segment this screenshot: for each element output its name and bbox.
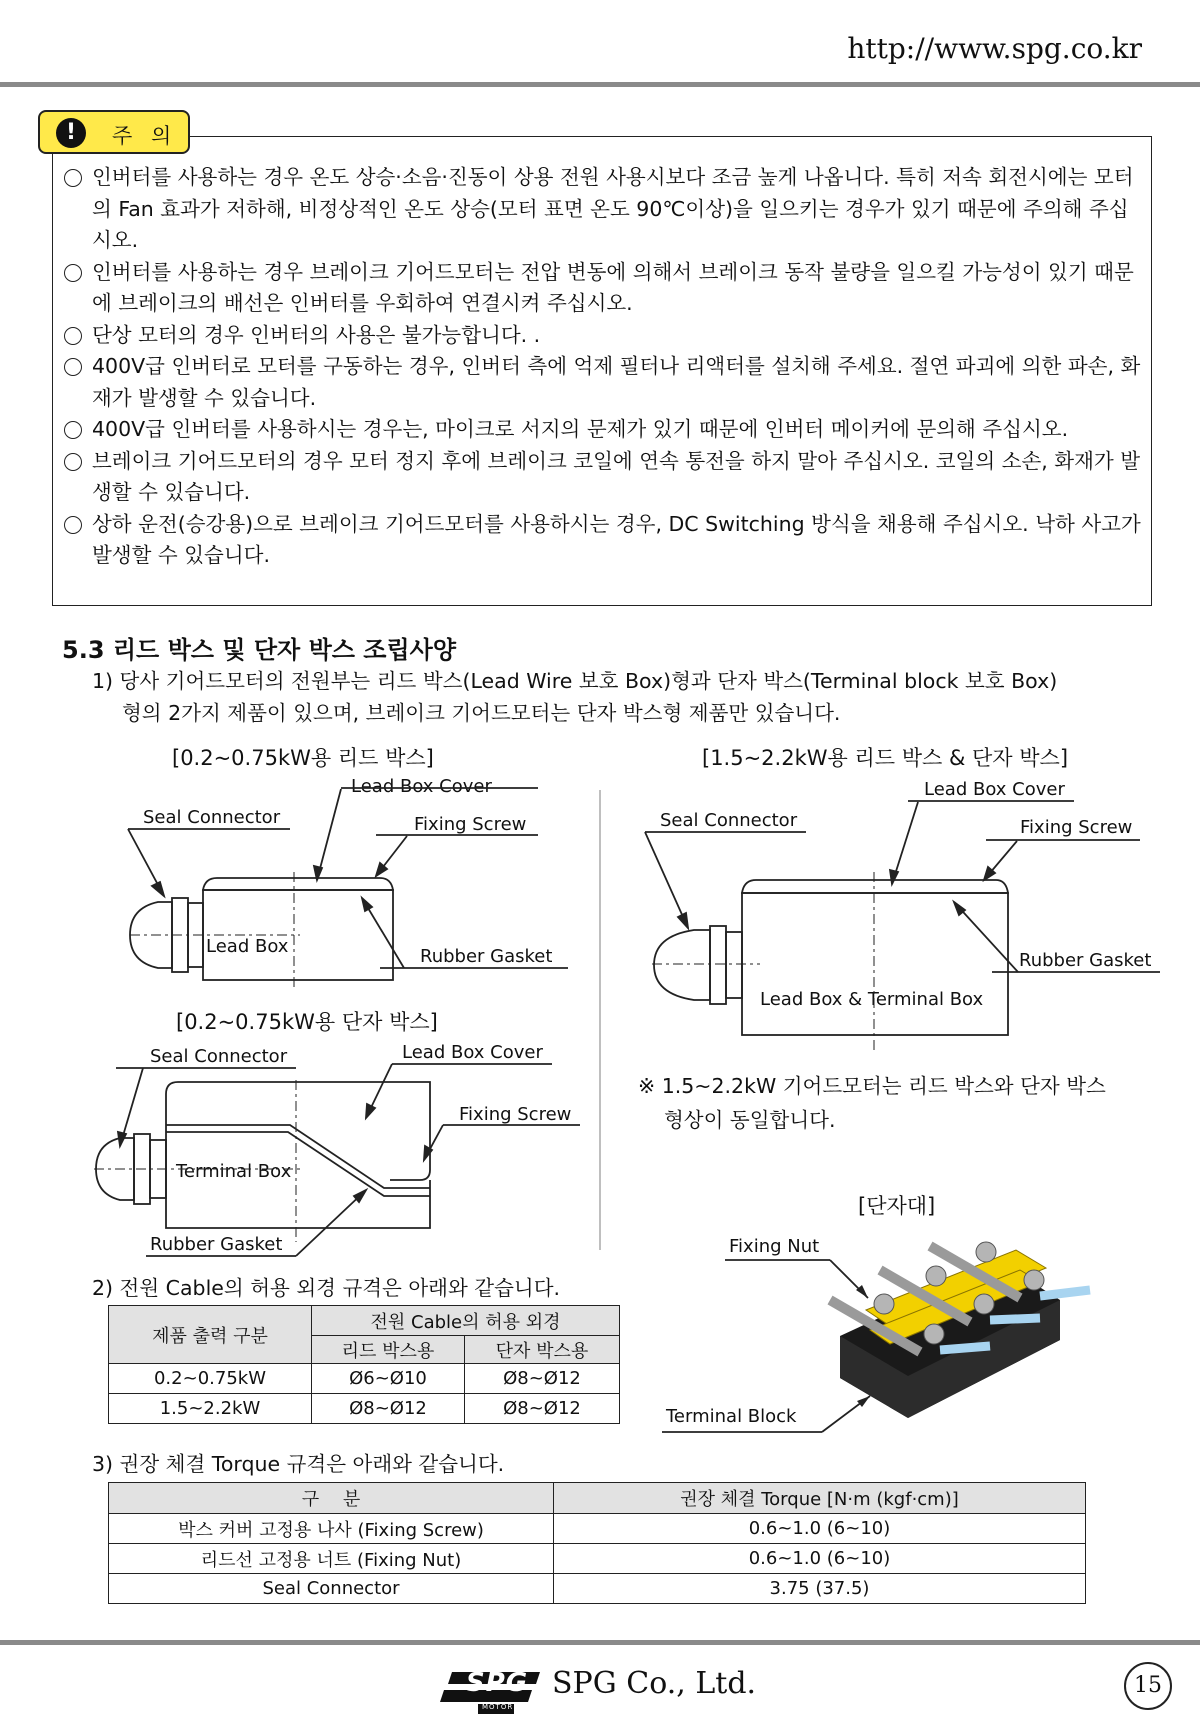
fig2-label-seal-connector: Seal Connector bbox=[150, 1046, 288, 1067]
cable-cell-term: Ø8~Ø12 bbox=[465, 1394, 620, 1424]
fig3-label-seal-connector: Seal Connector bbox=[660, 810, 798, 831]
caution-title: 주 의 bbox=[112, 124, 178, 148]
page-number: 15 bbox=[1124, 1662, 1172, 1710]
cable-header-lead: 리드 박스용 bbox=[312, 1336, 465, 1364]
caution-item: 브레이크 기어드모터의 경우 모터 정지 후에 브레이크 코일에 연속 통전을 하지 말아 주십시오. 코일의 소손, 화재가 발생할 수 있습니다. bbox=[62, 446, 1148, 509]
fig4-caption: [단자대] bbox=[858, 1194, 936, 1218]
torque-table bbox=[108, 1482, 1086, 1604]
table-row bbox=[109, 1514, 1086, 1544]
caution-item: 상하 운전(승강용)으로 브레이크 기어드모터를 사용하시는 경우, DC Switching 방식을 채용해 주십시오. 낙하 사고가 발생할 수 있습니다. bbox=[62, 509, 1148, 572]
fig3-label-fixing-screw: Fixing Screw bbox=[1020, 817, 1133, 838]
fig2-terminal-box-drawing bbox=[94, 1064, 580, 1256]
table-row bbox=[109, 1394, 620, 1424]
fig2-label-terminal-box: Terminal Box bbox=[176, 1161, 292, 1182]
torque-cell-value: 0.6~1.0 (6~10) bbox=[554, 1544, 1086, 1574]
header-url: http://www.spg.co.kr bbox=[847, 32, 1142, 65]
cable-cell-lead: Ø6~Ø10 bbox=[312, 1364, 465, 1394]
fig1-label-lead-box-cover: Lead Box Cover bbox=[351, 776, 492, 797]
fig3-label-lead-box-cover: Lead Box Cover bbox=[924, 779, 1065, 800]
table-row bbox=[109, 1364, 620, 1394]
note-line-1: ※ 1.5~2.2kW 기어드모터는 리드 박스와 단자 박스 bbox=[638, 1074, 1106, 1098]
cable-heading: 2) 전원 Cable의 허용 외경 규격은 아래와 같습니다. bbox=[92, 1276, 561, 1300]
fig2-label-lead-box-cover: Lead Box Cover bbox=[402, 1042, 543, 1063]
cable-header-group: 전원 Cable의 허용 외경 bbox=[312, 1306, 620, 1336]
torque-cell-item: 박스 커버 고정용 나사 (Fixing Screw) bbox=[109, 1514, 554, 1544]
exclamation-icon: ! bbox=[56, 118, 86, 148]
fig4-label-terminal-block: Terminal Block bbox=[666, 1406, 797, 1427]
fig1-label-rubber-gasket: Rubber Gasket bbox=[420, 946, 553, 967]
torque-cell-value: 0.6~1.0 (6~10) bbox=[554, 1514, 1086, 1544]
fig1-lead-box-drawing bbox=[128, 788, 568, 990]
fig1-label-fixing-screw: Fixing Screw bbox=[414, 814, 527, 835]
fig2-caption: [0.2~0.75kW용 단자 박스] bbox=[176, 1010, 438, 1034]
caution-item: 400V급 인버터로 모터를 구동하는 경우, 인버터 측에 억제 필터나 리액터를 설치해 주세요. 절연 파괴에 의한 파손, 화재가 발생할 수 있습니다. bbox=[62, 351, 1148, 414]
table-row bbox=[109, 1574, 1086, 1604]
cable-header-term: 단자 박스용 bbox=[465, 1336, 620, 1364]
logo-text: SPG bbox=[466, 1668, 529, 1698]
fig3-label-rubber-gasket: Rubber Gasket bbox=[1019, 950, 1152, 971]
fig1-caption: [0.2~0.75kW용 리드 박스] bbox=[172, 746, 434, 770]
fig4-terminal-block-drawing bbox=[662, 1242, 1090, 1432]
torque-header-torque: 권장 체결 Torque [N·m (kgf·cm)] bbox=[554, 1483, 1086, 1514]
caution-item: 400V급 인버터를 사용하시는 경우는, 마이크로 서지의 문제가 있기 때문에 인버터 메이커에 문의해 주십시오. bbox=[62, 414, 1148, 446]
note-line-2: 형상이 동일합니다. bbox=[664, 1108, 836, 1132]
caution-item: 단상 모터의 경우 인버터의 사용은 불가능합니다. . bbox=[62, 320, 1148, 352]
caution-item: 인버터를 사용하는 경우 온도 상승·소음·진동이 상용 전원 사용시보다 조금 높게 나옵니다. 특히 저속 회전시에는 모터의 Fan 효과가 저하해, 비정상적인 온도 상승(모터 표면 온도 90℃이상)을 일으키는 경우가 있기 때문에 주의해 주십시오. bbox=[62, 162, 1148, 257]
cable-cell-term: Ø8~Ø12 bbox=[465, 1364, 620, 1394]
cable-cell-product: 0.2~0.75kW bbox=[109, 1364, 312, 1394]
fig1-label-seal-connector: Seal Connector bbox=[143, 807, 281, 828]
torque-cell-value: 3.75 (37.5) bbox=[554, 1574, 1086, 1604]
fig2-label-fixing-screw: Fixing Screw bbox=[459, 1104, 572, 1125]
cable-cell-product: 1.5~2.2kW bbox=[109, 1394, 312, 1424]
cable-table bbox=[108, 1305, 620, 1424]
torque-header-division: 구 분 bbox=[109, 1483, 554, 1514]
fig2-label-rubber-gasket: Rubber Gasket bbox=[150, 1234, 283, 1255]
footer-rule bbox=[0, 1640, 1200, 1645]
torque-cell-item: 리드선 고정용 너트 (Fixing Nut) bbox=[109, 1544, 554, 1574]
fig3-box-drawing bbox=[645, 801, 1160, 1050]
table-row bbox=[109, 1544, 1086, 1574]
caution-item: 인버터를 사용하는 경우 브레이크 기어드모터는 전압 변동에 의해서 브레이크 동작 불량을 일으킬 가능성이 있기 때문에 브레이크의 배선은 인버터를 우회하여 연결시켜 주십시오. bbox=[62, 257, 1148, 320]
company-name: SPG Co., Ltd. bbox=[552, 1666, 757, 1701]
section-title: 5.3 리드 박스 및 단자 박스 조립사양 bbox=[62, 636, 457, 664]
fig3-label-box: Lead Box & Terminal Box bbox=[760, 989, 984, 1010]
fig3-caption: [1.5~2.2kW용 리드 박스 & 단자 박스] bbox=[702, 746, 1069, 770]
torque-heading: 3) 권장 체결 Torque 규격은 아래와 같습니다. bbox=[92, 1452, 505, 1476]
section-paragraph-1b: 형의 2가지 제품이 있으며, 브레이크 기어드모터는 단자 박스형 제품만 있습니다. bbox=[122, 701, 841, 725]
section-paragraph-1: 1) 당사 기어드모터의 전원부는 리드 박스(Lead Wire 보호 Box)형과 단자 박스(Terminal block 보호 Box) bbox=[92, 669, 1058, 693]
fig4-label-fixing-nut: Fixing Nut bbox=[729, 1236, 820, 1257]
cable-header-product: 제품 출력 구분 bbox=[109, 1306, 312, 1364]
torque-cell-item: Seal Connector bbox=[109, 1574, 554, 1604]
logo-sub-text: MOTOR bbox=[482, 1703, 514, 1711]
fig1-label-lead-box: Lead Box bbox=[206, 936, 289, 957]
cable-cell-lead: Ø8~Ø12 bbox=[312, 1394, 465, 1424]
